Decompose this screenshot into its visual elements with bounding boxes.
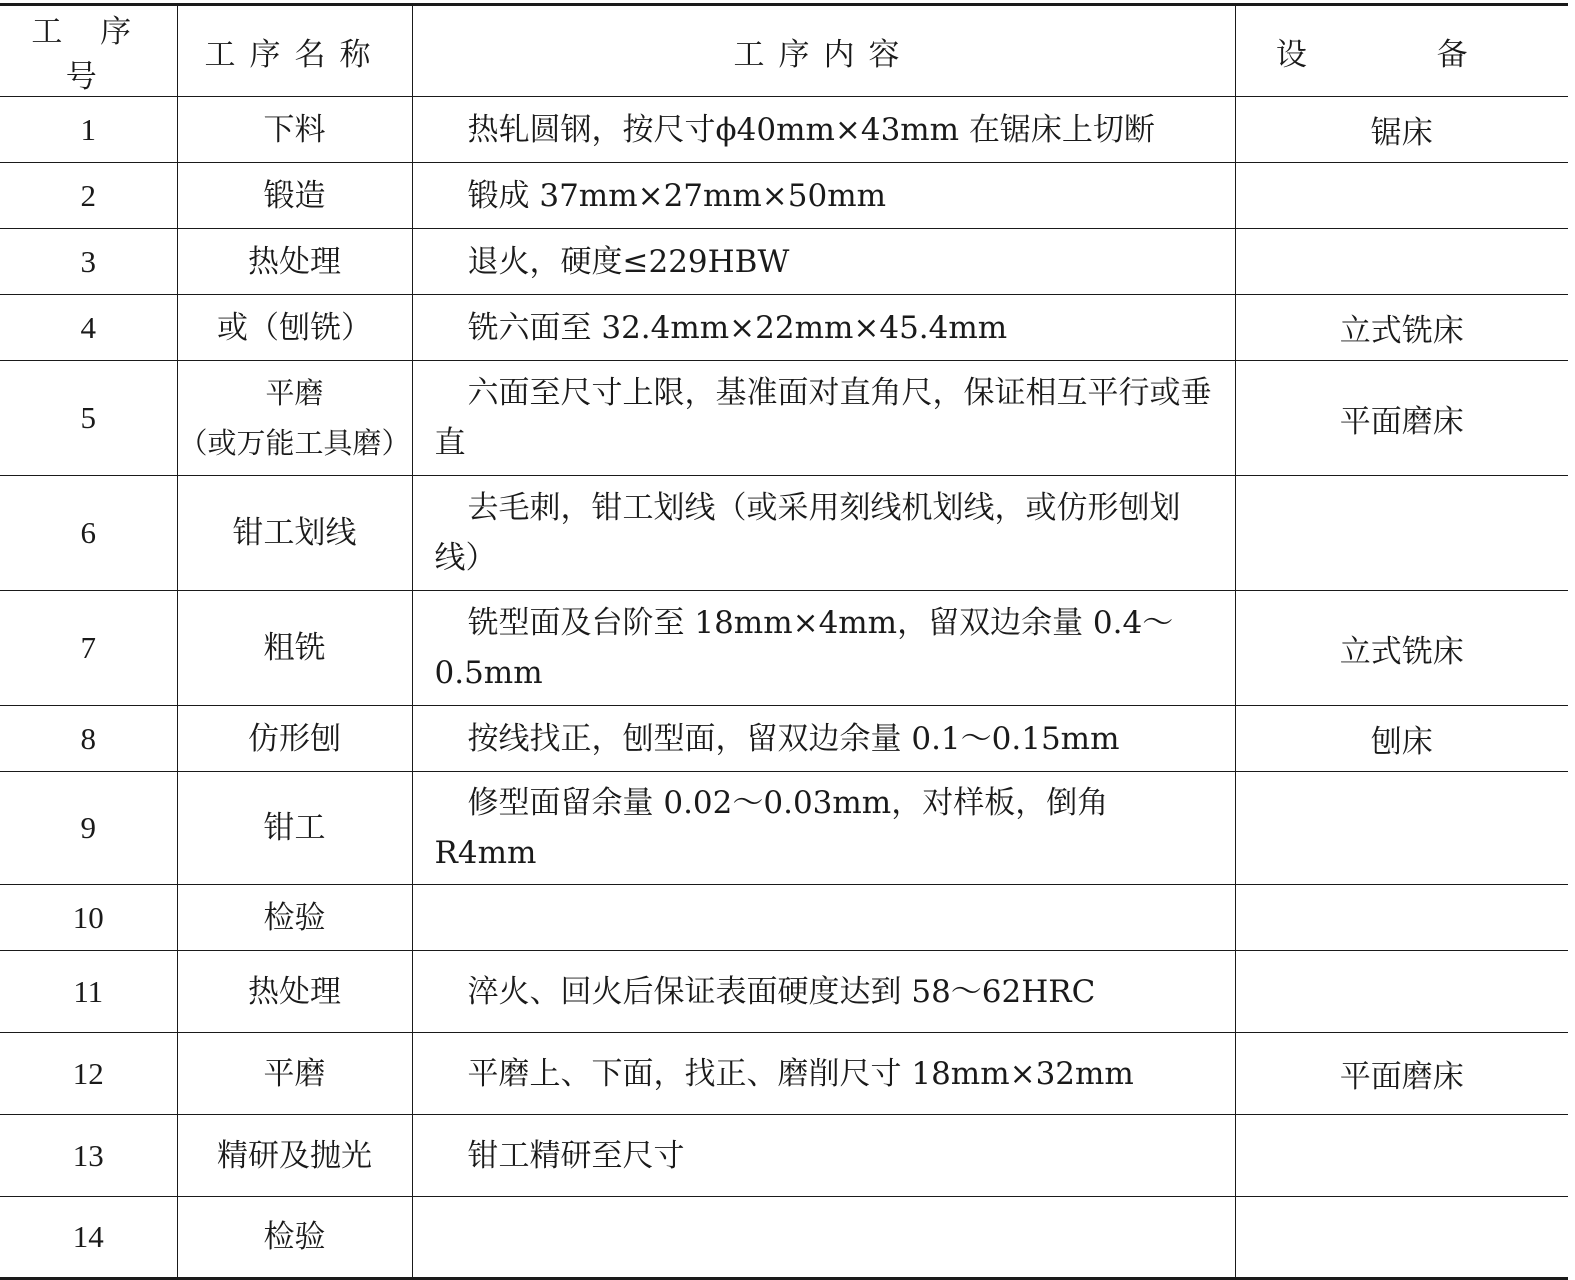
table-row bbox=[0, 163, 1568, 229]
process-name: 平磨 bbox=[177, 1033, 412, 1115]
process-content bbox=[412, 885, 1235, 951]
equipment: 刨床 bbox=[1235, 706, 1568, 772]
table-row bbox=[0, 1033, 1568, 1115]
process-no: 13 bbox=[0, 1115, 177, 1197]
equipment: 立式铣床 bbox=[1235, 295, 1568, 361]
process-no: 5 bbox=[0, 361, 177, 476]
process-name: 粗铣 bbox=[177, 591, 412, 706]
process-content: 按线找正，刨型面，留双边余量 0.1～0.15mm bbox=[412, 706, 1235, 772]
process-no: 10 bbox=[0, 885, 177, 951]
process-no: 6 bbox=[0, 476, 177, 591]
process-name: 热处理 bbox=[177, 951, 412, 1033]
process-no: 7 bbox=[0, 591, 177, 706]
table-row bbox=[0, 97, 1568, 163]
header-equipment: 设 备 bbox=[1235, 5, 1568, 97]
table-row bbox=[0, 229, 1568, 295]
process-name: 检验 bbox=[177, 1197, 412, 1279]
process-content: 六面至尺寸上限，基准面对直角尺，保证相互平行或垂直 bbox=[412, 361, 1235, 476]
process-no: 11 bbox=[0, 951, 177, 1033]
process-content: 退火，硬度≤229HBW bbox=[412, 229, 1235, 295]
equipment bbox=[1235, 229, 1568, 295]
table-row bbox=[0, 295, 1568, 361]
process-content: 钳工精研至尺寸 bbox=[412, 1115, 1235, 1197]
process-name: 热处理 bbox=[177, 229, 412, 295]
equipment: 平面磨床 bbox=[1235, 1033, 1568, 1115]
process-name: 精研及抛光 bbox=[177, 1115, 412, 1197]
process-name: 钳工 bbox=[177, 772, 412, 885]
table-row bbox=[0, 885, 1568, 951]
process-no: 3 bbox=[0, 229, 177, 295]
table-row bbox=[0, 1197, 1568, 1279]
equipment bbox=[1235, 951, 1568, 1033]
table-row bbox=[0, 706, 1568, 772]
table-header-row bbox=[0, 5, 1568, 97]
process-content: 热轧圆钢，按尺寸ϕ40mm×43mm 在锯床上切断 bbox=[412, 97, 1235, 163]
equipment bbox=[1235, 476, 1568, 591]
process-name: 下料 bbox=[177, 97, 412, 163]
table-row bbox=[0, 1115, 1568, 1197]
process-content: 修型面留余量 0.02～0.03mm，对样板，倒角 R4mm bbox=[412, 772, 1235, 885]
process-name: 锻造 bbox=[177, 163, 412, 229]
equipment bbox=[1235, 885, 1568, 951]
process-content: 锻成 37mm×27mm×50mm bbox=[412, 163, 1235, 229]
equipment: 锯床 bbox=[1235, 97, 1568, 163]
equipment bbox=[1235, 1115, 1568, 1197]
process-content: 铣六面至 32.4mm×22mm×45.4mm bbox=[412, 295, 1235, 361]
process-name: 或（刨铣） bbox=[177, 295, 412, 361]
process-content: 铣型面及台阶至 18mm×4mm，留双边余量 0.4～0.5mm bbox=[412, 591, 1235, 706]
equipment bbox=[1235, 1197, 1568, 1279]
process-content: 去毛刺，钳工划线（或采用刻线机划线，或仿形刨划线） bbox=[412, 476, 1235, 591]
process-no: 14 bbox=[0, 1197, 177, 1279]
header-process-no: 工 序 号 bbox=[0, 5, 177, 97]
table-row bbox=[0, 591, 1568, 706]
header-process-content: 工序内容 bbox=[412, 5, 1235, 97]
process-name: 检验 bbox=[177, 885, 412, 951]
process-name: 平磨 （或万能工具磨） bbox=[177, 361, 412, 476]
process-no: 12 bbox=[0, 1033, 177, 1115]
process-no: 9 bbox=[0, 772, 177, 885]
process-no: 2 bbox=[0, 163, 177, 229]
process-table-wrapper bbox=[0, 3, 1568, 1280]
equipment: 平面磨床 bbox=[1235, 361, 1568, 476]
header-process-name: 工序名称 bbox=[177, 5, 412, 97]
table-row bbox=[0, 361, 1568, 476]
process-name: 仿形刨 bbox=[177, 706, 412, 772]
table-row bbox=[0, 772, 1568, 885]
process-content: 平磨上、下面，找正、磨削尺寸 18mm×32mm bbox=[412, 1033, 1235, 1115]
process-content: 淬火、回火后保证表面硬度达到 58～62HRC bbox=[412, 951, 1235, 1033]
process-name: 钳工划线 bbox=[177, 476, 412, 591]
equipment: 立式铣床 bbox=[1235, 591, 1568, 706]
table-row bbox=[0, 476, 1568, 591]
process-no: 8 bbox=[0, 706, 177, 772]
process-table bbox=[0, 3, 1568, 1280]
equipment bbox=[1235, 772, 1568, 885]
equipment bbox=[1235, 163, 1568, 229]
process-no: 4 bbox=[0, 295, 177, 361]
process-content bbox=[412, 1197, 1235, 1279]
table-row bbox=[0, 951, 1568, 1033]
process-no: 1 bbox=[0, 97, 177, 163]
